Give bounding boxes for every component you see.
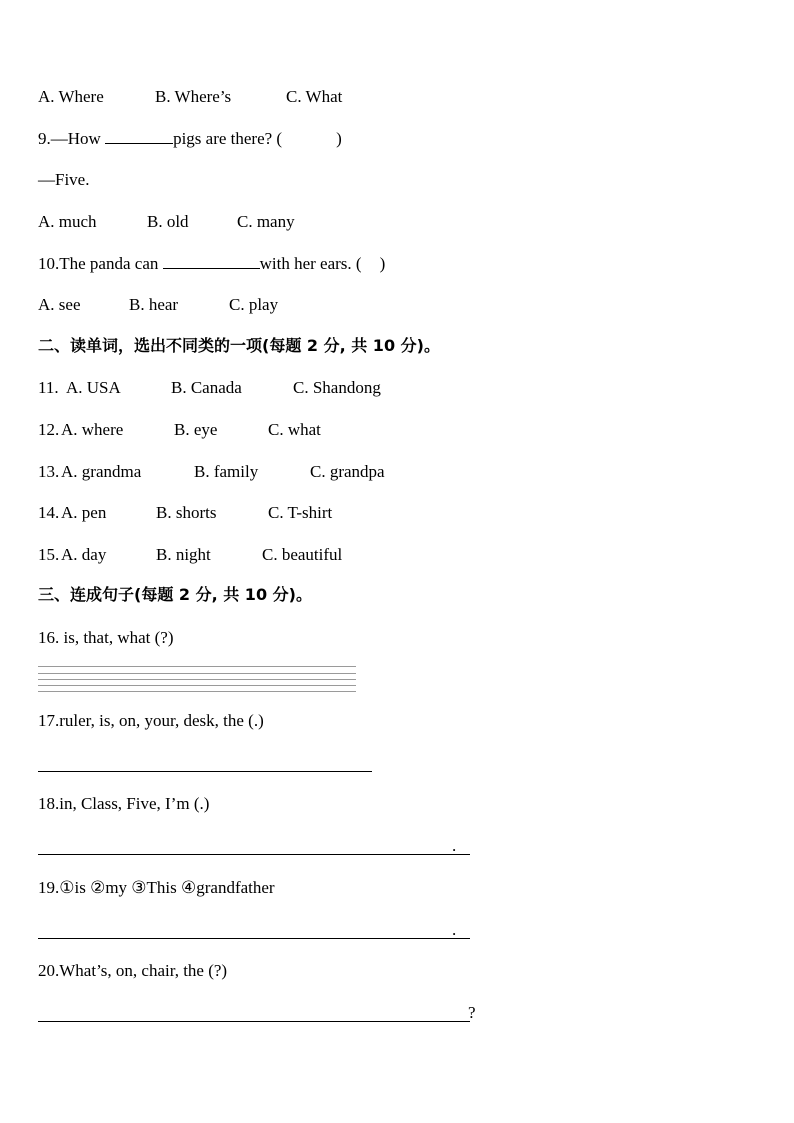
q8-option-a[interactable]: A. Where — [38, 87, 104, 106]
q10-suffix: with her ears. ( — [259, 254, 362, 273]
q15-option-c[interactable]: C. beautiful — [262, 545, 343, 564]
q15-option-a[interactable]: A. day — [61, 545, 107, 564]
q18-answer-line[interactable] — [38, 854, 470, 855]
q10-question — [38, 254, 385, 274]
q11-number: 11. — [38, 378, 63, 397]
section-3-heading: 三、连成句子(每题 2 分, 共 10 分)。 — [38, 585, 312, 604]
q16-line-2 — [38, 673, 356, 674]
q13-option-c[interactable]: C. grandpa — [310, 462, 385, 481]
q19-period: . — [452, 920, 457, 939]
q9-close: ) — [336, 129, 342, 148]
q17-answer-line[interactable] — [38, 771, 372, 772]
q9-suffix: pigs are there? ( — [173, 129, 283, 148]
q14-option-a[interactable]: A. pen — [61, 503, 107, 522]
q16-prompt: 16. is, that, what (?) — [38, 628, 174, 647]
q12-option-c[interactable]: C. what — [268, 420, 321, 439]
q12-number: 12. — [38, 420, 60, 439]
q18-prompt: 18.in, Class, Five, I’m (.) — [38, 794, 210, 813]
q10-prefix: 10.The panda can — [38, 254, 163, 273]
q9-option-a[interactable]: A. much — [38, 212, 97, 231]
section-2-heading: 二、读单词，选出不同类的一项(每题 2 分, 共 10 分)。 — [38, 336, 440, 355]
q13-option-b[interactable]: B. family — [194, 462, 259, 481]
q9-blank[interactable] — [105, 129, 173, 144]
q16-line-1 — [38, 666, 356, 667]
q10-option-b[interactable]: B. hear — [129, 295, 179, 314]
q8-option-b[interactable]: B. Where’s — [155, 87, 232, 106]
q20-prompt: 20.What’s, on, chair, the (?) — [38, 961, 228, 980]
q16-line-4 — [38, 685, 356, 686]
q16-line-3 — [38, 679, 356, 680]
q12-option-a[interactable]: A. where — [61, 420, 124, 439]
q11-option-a[interactable]: A. USA — [66, 378, 121, 397]
q12-option-b[interactable]: B. eye — [174, 420, 218, 439]
q16-line-5 — [38, 691, 356, 692]
q9-option-b[interactable]: B. old — [147, 212, 189, 231]
q19-answer-line[interactable] — [38, 938, 470, 939]
q19-prompt: 19.①is ②my ③This ④grandfather — [38, 878, 275, 897]
q17-prompt: 17.ruler, is, on, your, desk, the (.) — [38, 711, 264, 730]
q20-answer-line[interactable] — [38, 1021, 470, 1022]
q20-question-mark: ? — [468, 1003, 476, 1022]
q11-option-b[interactable]: B. Canada — [171, 378, 242, 397]
q18-period: . — [452, 836, 457, 855]
q10-close: ) — [379, 254, 386, 273]
q9-prefix: 9.—How — [38, 129, 106, 148]
q8-option-c[interactable]: C. What — [286, 87, 343, 106]
q15-number: 15. — [38, 545, 60, 564]
q10-option-c[interactable]: C. play — [229, 295, 279, 314]
q9-option-c[interactable]: C. many — [237, 212, 295, 231]
q14-option-b[interactable]: B. shorts — [156, 503, 217, 522]
q9-answer: —Five. — [38, 170, 90, 189]
q14-option-c[interactable]: C. T-shirt — [268, 503, 333, 522]
q10-blank[interactable] — [163, 254, 260, 269]
q10-option-a[interactable]: A. see — [38, 295, 81, 314]
q9-question — [38, 129, 342, 149]
q11-option-c[interactable]: C. Shandong — [293, 378, 381, 397]
q13-number: 13. — [38, 462, 60, 481]
q13-option-a[interactable]: A. grandma — [61, 462, 142, 481]
q15-option-b[interactable]: B. night — [156, 545, 211, 564]
q14-number: 14. — [38, 503, 60, 522]
